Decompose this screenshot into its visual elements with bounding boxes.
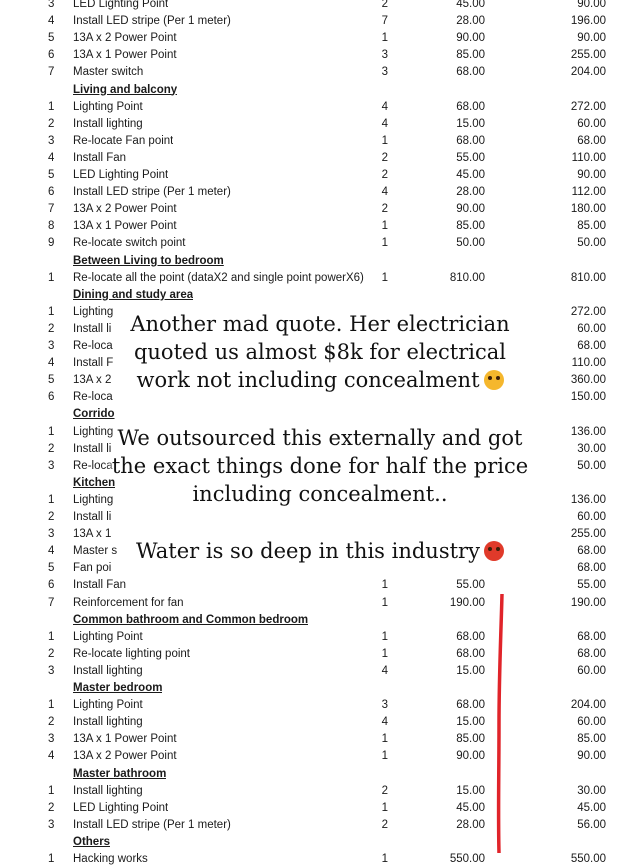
item-description: Install Fan <box>73 151 127 164</box>
section-title: Living and balcony <box>73 83 178 96</box>
table-row <box>0 800 640 817</box>
item-unit-price: 28.00 <box>456 818 485 831</box>
section-heading <box>0 287 640 304</box>
section-heading <box>0 766 640 783</box>
item-amount: 204.00 <box>570 699 606 712</box>
item-amount: 90.00 <box>577 0 606 10</box>
item-number: 5 <box>48 169 55 181</box>
item-number: 3 <box>48 0 55 10</box>
item-amount: 60.00 <box>577 322 606 335</box>
item-amount: 190.00 <box>570 596 606 609</box>
item-amount: 85.00 <box>577 733 606 746</box>
item-amount: 90.00 <box>577 32 606 45</box>
caption-line: We outsourced this externally and got <box>117 426 523 450</box>
section-title: Others <box>73 835 111 848</box>
item-number: 2 <box>48 716 55 729</box>
item-unit-price: 68.00 <box>456 630 485 643</box>
item-unit-price: 55.00 <box>456 579 485 592</box>
item-number: 6 <box>48 579 55 592</box>
item-unit-price: 15.00 <box>456 716 485 729</box>
table-row <box>0 851 640 868</box>
item-quantity: 1 <box>381 32 388 45</box>
item-number: 4 <box>48 15 55 28</box>
item-description: 13A x 2 Power Point <box>73 32 177 45</box>
item-amount: 110.00 <box>571 151 606 164</box>
item-amount: 360.00 <box>570 374 606 387</box>
item-description: Fan poi <box>73 562 112 575</box>
section-heading <box>0 406 640 423</box>
item-description: Install lighting <box>73 716 143 729</box>
table-row <box>0 817 640 834</box>
item-number: 9 <box>48 237 55 250</box>
item-unit-price: 90.00 <box>456 750 485 763</box>
item-amount: 68.00 <box>577 630 606 643</box>
table-row <box>0 270 640 287</box>
item-quantity: 4 <box>381 100 388 113</box>
item-number: 2 <box>48 117 55 130</box>
item-number: 6 <box>48 391 55 404</box>
item-number: 2 <box>48 322 55 335</box>
section-title: Corrido <box>73 408 115 421</box>
item-quantity: 1 <box>381 630 388 643</box>
item-amount: 810.00 <box>570 271 606 284</box>
item-number: 3 <box>48 528 55 541</box>
item-unit-price: 68.00 <box>456 66 485 79</box>
item-quantity: 1 <box>381 853 388 865</box>
item-unit-price: 28.00 <box>456 15 485 28</box>
angry-face-emoji-icon <box>484 541 504 561</box>
item-quantity: 1 <box>381 647 388 660</box>
item-description: Re-loca <box>73 391 113 404</box>
item-description: Install li <box>73 442 112 455</box>
item-description: Lighting <box>73 305 114 318</box>
item-description: Re-loca <box>73 459 113 472</box>
item-description: Lighting <box>73 425 114 438</box>
item-amount: 68.00 <box>577 134 606 147</box>
item-unit-price: 85.00 <box>456 49 485 62</box>
item-description: Install lighting <box>73 117 143 130</box>
item-number: 4 <box>48 151 55 164</box>
item-description: Install F <box>73 357 114 370</box>
item-unit-price: 15.00 <box>456 784 485 797</box>
section-heading <box>0 680 640 697</box>
item-quantity: 2 <box>381 151 388 164</box>
item-number: 1 <box>48 493 55 506</box>
item-description: Master switch <box>73 66 144 79</box>
item-unit-price: 190.00 <box>449 596 485 609</box>
item-quantity: 1 <box>381 801 388 814</box>
item-quantity: 4 <box>381 186 388 199</box>
item-number: 3 <box>48 733 55 746</box>
item-description: 13A x 2 Power Point <box>73 203 177 216</box>
item-description: Install lighting <box>73 664 143 677</box>
item-number: 1 <box>48 699 55 712</box>
item-unit-price: 50.00 <box>456 237 485 250</box>
item-number: 8 <box>48 220 55 233</box>
table-row <box>0 99 640 116</box>
item-number: 7 <box>48 596 55 609</box>
item-amount: 30.00 <box>577 784 606 797</box>
table-row <box>0 218 640 235</box>
item-description: Re-locate switch point <box>73 237 186 250</box>
caption-line <box>0 366 640 394</box>
item-description: Lighting Point <box>73 630 143 643</box>
item-amount: 550.00 <box>570 853 606 865</box>
item-unit-price: 45.00 <box>456 0 485 10</box>
item-number: 3 <box>48 134 55 147</box>
item-unit-price: 90.00 <box>456 203 485 216</box>
item-description: 13A x 1 Power Point <box>73 220 177 233</box>
item-number: 3 <box>48 818 55 831</box>
item-number: 1 <box>48 425 55 438</box>
item-number: 7 <box>48 66 55 79</box>
item-amount: 60.00 <box>577 511 606 523</box>
item-quantity: 2 <box>381 0 388 10</box>
item-amount: 196.00 <box>570 15 606 28</box>
item-amount: 150.00 <box>570 391 606 404</box>
section-title: Common bathroom and Common bedroom <box>73 613 309 626</box>
item-number: 7 <box>48 203 55 216</box>
item-amount: 68.00 <box>577 340 606 352</box>
table-row <box>0 629 640 646</box>
item-description: Install LED stripe (Per 1 meter) <box>73 186 231 199</box>
item-amount: 56.00 <box>577 818 606 831</box>
item-quantity: 2 <box>381 203 388 216</box>
caption-line: the exact things done for half the price <box>111 454 529 478</box>
item-amount: 255.00 <box>570 528 606 541</box>
item-quantity: 4 <box>381 664 388 677</box>
section-heading <box>0 834 640 851</box>
item-quantity: 1 <box>381 596 388 609</box>
item-number: 1 <box>48 271 55 284</box>
item-quantity: 1 <box>381 750 388 763</box>
item-number: 4 <box>48 545 55 558</box>
caption-line: Another mad quote. Her electrician <box>130 312 510 336</box>
item-description: Re-loca <box>73 340 113 352</box>
item-amount: 60.00 <box>577 664 606 677</box>
table-row <box>0 748 640 765</box>
table-row <box>0 116 640 133</box>
table-row <box>0 235 640 252</box>
item-quantity: 7 <box>381 15 388 28</box>
item-amount: 30.00 <box>577 442 606 455</box>
item-quantity: 2 <box>381 784 388 797</box>
item-number: 3 <box>48 664 55 677</box>
item-quantity: 1 <box>381 237 388 250</box>
section-title: Master bathroom <box>73 767 167 780</box>
item-unit-price: 68.00 <box>456 134 485 147</box>
section-title: Dining and study area <box>73 288 194 301</box>
item-number: 2 <box>48 511 55 523</box>
item-description: LED Lighting Point <box>73 169 169 181</box>
item-quantity: 4 <box>381 117 388 130</box>
item-unit-price: 85.00 <box>456 220 485 233</box>
item-unit-price: 45.00 <box>456 801 485 814</box>
caption-text: work not including concealment <box>136 368 480 392</box>
section-heading <box>0 253 640 270</box>
item-unit-price: 85.00 <box>456 733 485 746</box>
item-amount: 110.00 <box>571 357 606 370</box>
item-quantity: 2 <box>381 818 388 831</box>
item-number: 5 <box>48 374 55 387</box>
exploding-head-emoji-icon <box>484 370 504 390</box>
item-amount: 90.00 <box>577 750 606 763</box>
table-row <box>0 167 640 184</box>
item-amount: 50.00 <box>577 459 606 472</box>
table-row <box>0 0 640 13</box>
item-quantity: 3 <box>381 66 388 79</box>
item-unit-price: 68.00 <box>456 699 485 712</box>
item-unit-price: 68.00 <box>456 647 485 660</box>
table-row <box>0 30 640 47</box>
table-row <box>0 184 640 201</box>
item-quantity: 1 <box>381 579 388 592</box>
item-amount: 68.00 <box>577 647 606 660</box>
item-amount: 85.00 <box>577 220 606 233</box>
item-number: 2 <box>48 442 55 455</box>
table-row <box>0 714 640 731</box>
table-row <box>0 201 640 218</box>
table-row <box>0 663 640 680</box>
item-amount: 55.00 <box>577 579 606 592</box>
item-amount: 68.00 <box>577 562 606 575</box>
item-amount: 136.00 <box>570 425 606 438</box>
section-title: Between Living to bedroom <box>73 254 224 267</box>
item-unit-price: 810.00 <box>449 271 485 284</box>
item-unit-price: 90.00 <box>456 32 485 45</box>
caption-line: including concealment.. <box>192 482 448 506</box>
item-description: Install LED stripe (Per 1 meter) <box>73 818 231 831</box>
item-amount: 112.00 <box>571 186 606 199</box>
item-number: 3 <box>48 459 55 472</box>
table-row <box>0 595 640 612</box>
item-number: 1 <box>48 305 55 318</box>
item-unit-price: 28.00 <box>456 186 485 199</box>
item-amount: 272.00 <box>570 100 606 113</box>
item-description: Lighting Point <box>73 100 143 113</box>
item-amount: 90.00 <box>577 169 606 181</box>
item-description: 13A x 2 Power Point <box>73 750 177 763</box>
red-marker-line <box>496 594 504 853</box>
table-row <box>0 697 640 714</box>
item-description: Re-locate lighting point <box>73 647 190 660</box>
section-heading <box>0 612 640 629</box>
item-description: Master s <box>73 545 118 558</box>
item-description: Hacking works <box>73 853 148 865</box>
item-description: Install LED stripe (Per 1 meter) <box>73 15 231 28</box>
item-quantity: 4 <box>381 716 388 729</box>
caption-line <box>0 537 640 565</box>
item-amount: 136.00 <box>570 493 606 506</box>
item-amount: 272.00 <box>570 305 606 318</box>
table-row <box>0 577 640 594</box>
caption-text: Water is so deep in this industry <box>136 539 480 563</box>
caption-line: quoted us almost $8k for electrical <box>133 340 507 364</box>
item-number: 2 <box>48 647 55 660</box>
table-row <box>0 13 640 30</box>
item-amount: 255.00 <box>570 49 606 62</box>
item-amount: 50.00 <box>577 237 606 250</box>
item-number: 5 <box>48 32 55 45</box>
item-number: 4 <box>48 750 55 763</box>
item-quantity: 1 <box>381 220 388 233</box>
table-row <box>0 646 640 663</box>
item-description: Re-locate Fan point <box>73 134 174 147</box>
item-quantity: 1 <box>381 134 388 147</box>
table-row <box>0 509 640 526</box>
item-amount: 204.00 <box>570 66 606 79</box>
item-unit-price: 68.00 <box>456 100 485 113</box>
table-row <box>0 731 640 748</box>
item-unit-price: 45.00 <box>456 169 485 181</box>
item-description: 13A x 1 Power Point <box>73 49 177 62</box>
item-amount: 180.00 <box>570 203 606 216</box>
item-number: 6 <box>48 186 55 199</box>
table-row <box>0 133 640 150</box>
item-amount: 68.00 <box>577 545 606 558</box>
item-quantity: 3 <box>381 49 388 62</box>
item-description: Lighting <box>73 493 114 506</box>
item-description: Install Fan <box>73 579 127 592</box>
item-quantity: 2 <box>381 169 388 181</box>
item-unit-price: 550.00 <box>449 853 485 865</box>
item-unit-price: 15.00 <box>456 664 485 677</box>
item-description: Reinforcement for fan <box>73 596 184 609</box>
item-number: 4 <box>48 357 55 370</box>
item-unit-price: 55.00 <box>456 151 485 164</box>
item-description: 13A x 2 <box>73 374 112 387</box>
item-description: 13A x 1 Power Point <box>73 733 177 746</box>
section-heading <box>0 82 640 99</box>
item-number: 3 <box>48 340 55 352</box>
section-title: Master bedroom <box>73 682 163 694</box>
item-description: Re-locate all the point (dataX2 and single point powerX6) <box>73 271 364 284</box>
item-unit-price: 15.00 <box>456 117 485 130</box>
item-number: 2 <box>48 801 55 814</box>
table-row <box>0 150 640 167</box>
item-number: 6 <box>48 49 55 62</box>
item-description: 13A x 1 <box>73 528 112 541</box>
item-quantity: 1 <box>381 271 388 284</box>
item-description: LED Lighting Point <box>73 0 169 10</box>
item-description: Install lighting <box>73 784 143 797</box>
item-number: 1 <box>48 100 55 113</box>
item-description: Lighting Point <box>73 699 143 712</box>
item-number: 1 <box>48 784 55 797</box>
table-row <box>0 783 640 800</box>
item-amount: 45.00 <box>577 801 606 814</box>
table-row <box>0 47 640 64</box>
item-description: LED Lighting Point <box>73 801 169 814</box>
item-number: 1 <box>48 853 55 865</box>
item-number: 1 <box>48 630 55 643</box>
item-amount: 60.00 <box>577 117 606 130</box>
section-title: Kitchen <box>73 476 116 489</box>
item-number: 5 <box>48 562 55 575</box>
item-quantity: 1 <box>381 733 388 746</box>
item-description: Install li <box>73 322 112 335</box>
table-row <box>0 64 640 81</box>
item-quantity: 3 <box>381 699 388 712</box>
item-description: Install li <box>73 511 112 523</box>
item-amount: 60.00 <box>577 716 606 729</box>
